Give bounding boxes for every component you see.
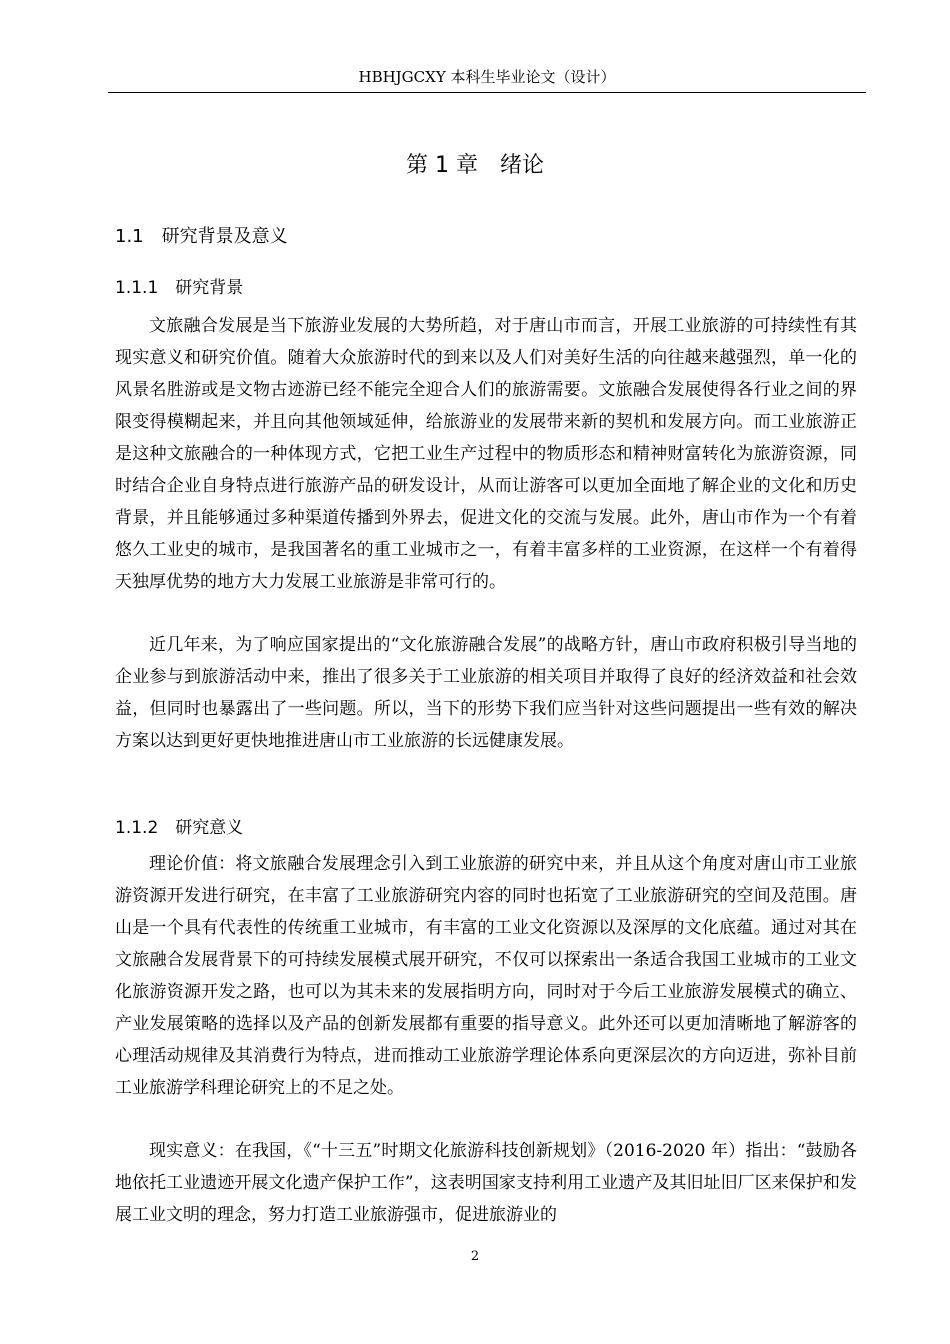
- paragraph-background-2: 近几年来，为了响应国家提出的“文化旅游融合发展”的战略方针，唐山市政府积极引导当地的企业参与到旅游活动中来，推出了很多关于工业旅游的相关项目并取得了良好的经济效益和社会效益，但同时也暴露出了一些问题。所以，当下的形势下我们应当针对这些问题提出一些有效的解决方案以达到更好更快地推进唐山市工业旅游的长远健康发展。: [115, 635, 857, 751]
- subsection-heading-significance: 1.1.2 研究意义: [115, 818, 244, 838]
- section-heading: 1.1 研究背景及意义: [115, 226, 288, 247]
- page-header: HBHJGCXY 本科生毕业论文（设计）: [108, 66, 866, 93]
- paragraph-significance-1: 理论价值：将文旅融合发展理念引入到工业旅游的研究中来，并且从这个角度对唐山市工业旅游资源开发进行研究，在丰富了工业旅游研究内容的同时也拓宽了工业旅游研究的空间及范围。唐山是一个具有代表性的传统重工业城市，有丰富的工业文化资源以及深厚的文化底蕴。通过对其在文旅融合发展背景下的可持续发展模式展开研究，不仅可以探索出一条适合我国工业城市的工业文化旅游资源开发之路，也可以为其未来的发展指明方向，同时对于今后工业旅游发展模式的确立、产业发展策略的选择以及产品的创新发展都有重要的指导意义。此外还可以更加清晰地了解游客的心理活动规律及其消费行为特点，进而推动工业旅游学理论体系向更深层次的方向迈进，弥补目前工业旅游学科理论研究上的不足之处。: [115, 854, 857, 1098]
- paragraph-background-1: 文旅融合发展是当下旅游业发展的大势所趋，对于唐山市而言，开展工业旅游的可持续性有其现实意义和研究价值。随着大众旅游时代的到来以及人们对美好生活的向往越来越强烈，单一化的风景名胜游或是文物古迹游已经不能完全迎合人们的旅游需要。文旅融合发展使得各行业之间的界限变得模糊起来，并且向其他领域延伸，给旅游业的发展带来新的契机和发展方向。而工业旅游正是这种文旅融合的一种体现方式，它把工业生产过程中的物质形态和精神财富转化为旅游资源，同时结合企业自身特点进行旅游产品的研发设计，从而让游客可以更加全面地了解企业的文化和历史背景，并且能够通过多种渠道传播到外界去，促进文化的交流与发展。此外，唐山市作为一个有着悠久工业史的城市，是我国著名的重工业城市之一，有着丰富多样的工业资源，在这样一个有着得天独厚优势的地方大力发展工业旅游是非常可行的。: [115, 316, 857, 592]
- subsection-heading-background: 1.1.1 研究背景: [115, 278, 244, 298]
- chapter-title: 第 1 章 绪论: [406, 153, 544, 178]
- paragraph-significance-2: 现实意义：在我国，《“十三五”时期文化旅游科技创新规划》（2016-2020 年）指出：“鼓励各地依托工业遗迹开展文化遗产保护工作”，这表明国家支持利用工业遗产及其旧址旧厂区来保护和发展工业文明的理念，努力打造工业旅游强市，促进旅游业的: [115, 1141, 857, 1225]
- page-number: 2: [470, 1249, 480, 1264]
